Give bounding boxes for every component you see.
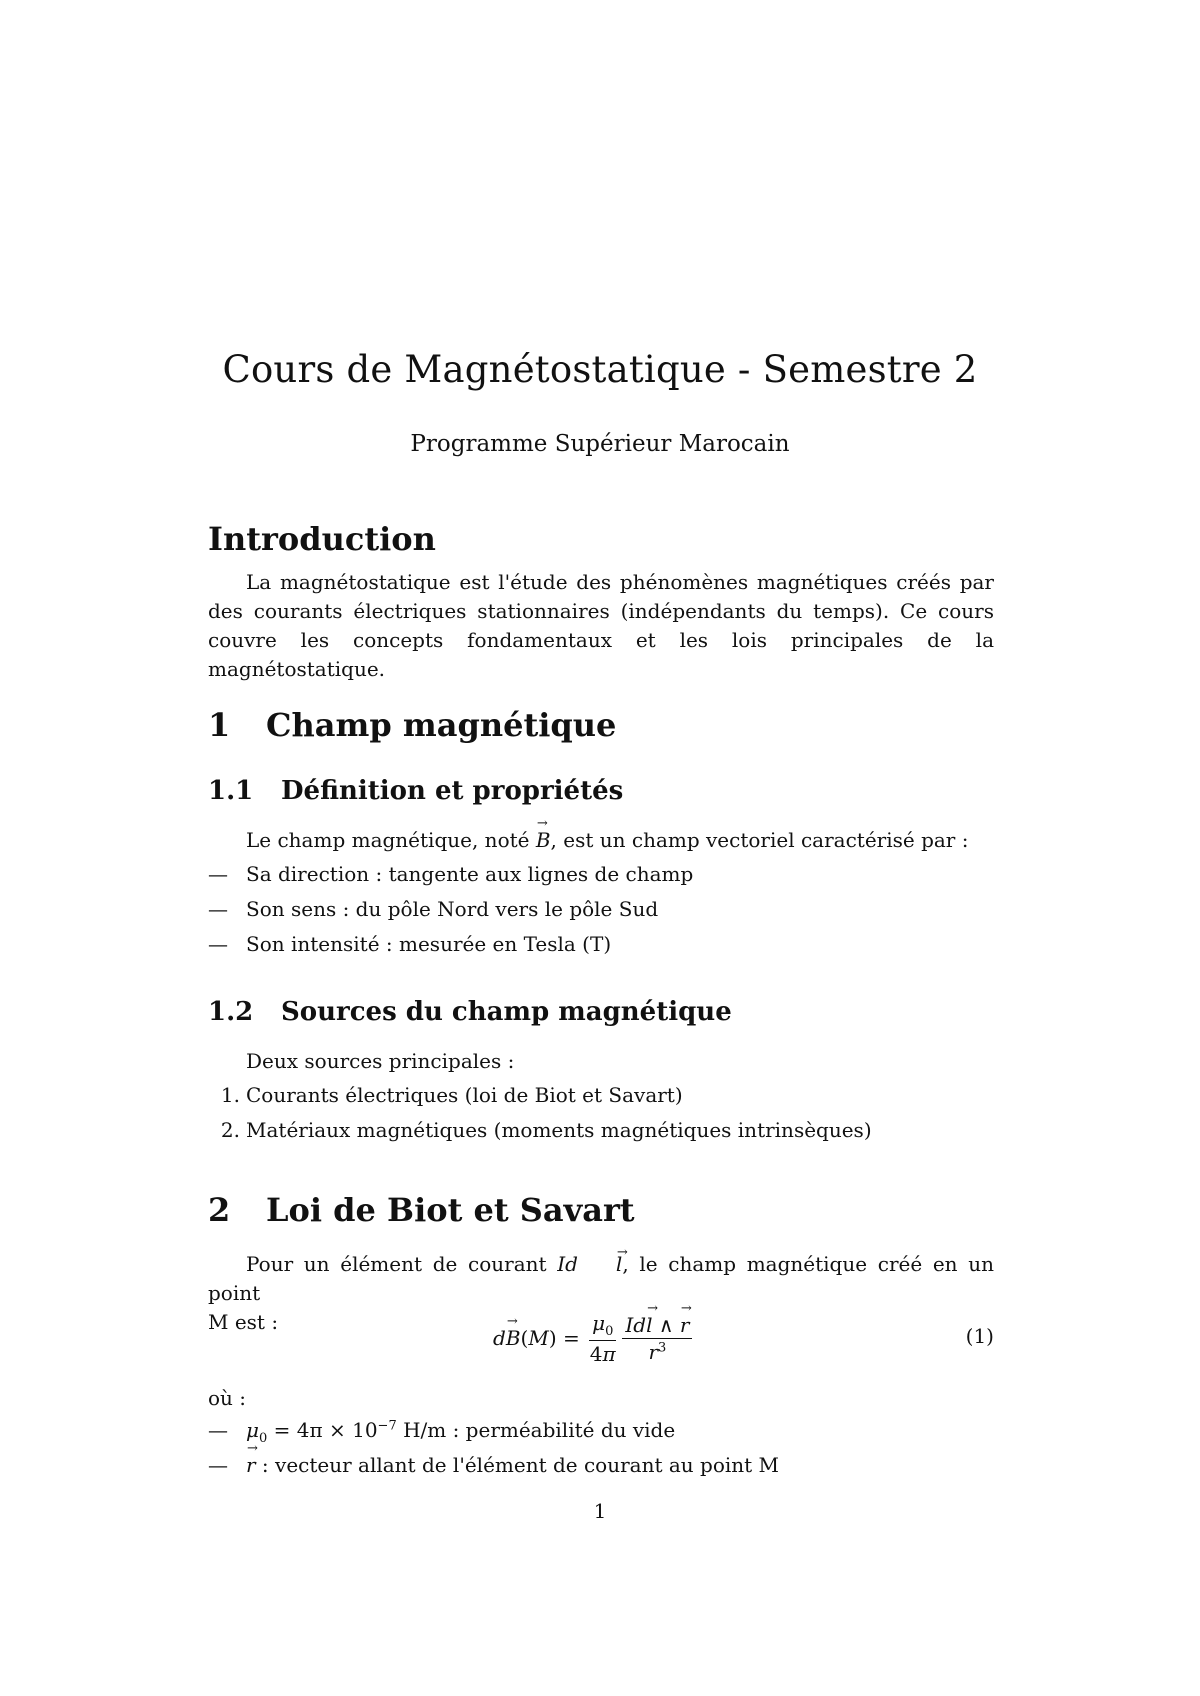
mu0-description: H/m : perméabilité du vide <box>396 1418 676 1442</box>
list-item <box>208 862 693 897</box>
list-item: — $\mu_0 = 4\pi \times 10^{-7}$ H/m : perméabilité du vide <box>208 1418 676 1446</box>
vector-dl-symbol: → l <box>578 1250 622 1279</box>
subsection-1-2-heading <box>208 997 732 1027</box>
list-item <box>208 1083 872 1118</box>
current-element-symbol: Id <box>557 1252 578 1276</box>
properties-list <box>208 862 693 967</box>
dash-bullet: — <box>208 1418 228 1442</box>
lead-text-start: Le champ magnétique, noté <box>246 828 536 852</box>
r-description: : vecteur allant de l'élément de courant au point M <box>255 1453 780 1477</box>
equation-body: d → B ( M ) = $\frac{\mu_0}{4\pi}$ $\frac{Id\to l \wedge \to r}{r^3}$ <box>493 1306 695 1370</box>
equation-number: (1) <box>965 1324 994 1348</box>
vector-b-symbol: → B <box>536 828 551 852</box>
section-1-number: 1 <box>208 706 231 744</box>
list-number: 2. <box>220 1118 240 1142</box>
list-item-text: Matériaux magnétiques (moments magnétiques intrinsèques) <box>246 1118 872 1142</box>
list-item-text: Courants électriques (loi de Biot et Savart) <box>246 1083 683 1107</box>
list-item <box>208 932 693 967</box>
lead-text-end: , est un champ vectoriel caractérisé par : <box>550 828 969 852</box>
section-2-heading <box>208 1191 635 1229</box>
document-subtitle: Programme Supérieur Marocain <box>410 431 790 457</box>
lead-text-start: Pour un élément de courant <box>246 1252 558 1276</box>
list-item-text: Sa direction : tangente aux lignes de champ <box>246 862 694 886</box>
section-1-heading <box>208 706 616 744</box>
mu0-value: = 4π × 10 <box>273 1418 378 1442</box>
list-item <box>208 897 693 932</box>
mu0-exponent: −7 <box>377 1418 397 1434</box>
list-item-text: Son sens : du pôle Nord vers le pôle Sud <box>246 897 659 921</box>
subsection-1-1-number: 1.1 <box>208 776 254 806</box>
dash-bullet: — <box>208 1453 228 1477</box>
where-label: où : <box>208 1386 247 1410</box>
intro-heading: Introduction <box>208 520 436 558</box>
mu0-symbol: μ <box>246 1418 259 1442</box>
fraction-mu0-4pi: $\frac{\mu_0}{4\pi}$ <box>589 1310 616 1366</box>
subsection-1-1-lead <box>246 828 968 852</box>
subsection-1-1-heading <box>208 776 623 806</box>
section-2-lead-line1 <box>208 1250 994 1308</box>
subsection-1-2-number: 1.2 <box>208 997 254 1027</box>
subsection-1-2-title: Sources du champ magnétique <box>281 997 732 1027</box>
fraction-cross-product: $\frac{Id\to l \wedge \to r}{r^3}$ <box>622 1313 692 1364</box>
vector-r-symbol: → r <box>246 1453 256 1477</box>
sources-list <box>208 1083 872 1153</box>
lead-text-end: , le champ magnétique créé en un point <box>208 1252 995 1305</box>
constants-list <box>208 1418 779 1488</box>
intro-paragraph: La magnétostatique est l'étude des phénomènes magnétiques créés par des courants électriques stationnaires (indépendants du temps). Ce cours couvre les concepts fondamentaux et les lois principales de la magnétostatique. <box>208 570 994 681</box>
section-2-lead-line2: M est : <box>208 1310 279 1334</box>
section-2-title: Loi de Biot et Savart <box>266 1191 635 1229</box>
subsection-1-1-title: Définition et propriétés <box>281 776 624 806</box>
section-2-number: 2 <box>208 1191 231 1229</box>
list-number: 1. <box>220 1083 240 1107</box>
list-item <box>208 1453 779 1488</box>
subsection-1-2-lead: Deux sources principales : <box>246 1049 515 1073</box>
dash-bullet: — <box>208 932 228 956</box>
dash-bullet: — <box>208 862 228 886</box>
section-1-title: Champ magnétique <box>266 706 617 744</box>
page-number: 1 <box>593 1499 607 1523</box>
list-item <box>208 1118 872 1153</box>
dash-bullet: — <box>208 897 228 921</box>
biot-savart-equation <box>208 1306 994 1370</box>
list-item-text: Son intensité : mesurée en Tesla (T) <box>246 932 612 956</box>
document-title: Cours de Magnétostatique - Semestre 2 <box>222 348 978 391</box>
